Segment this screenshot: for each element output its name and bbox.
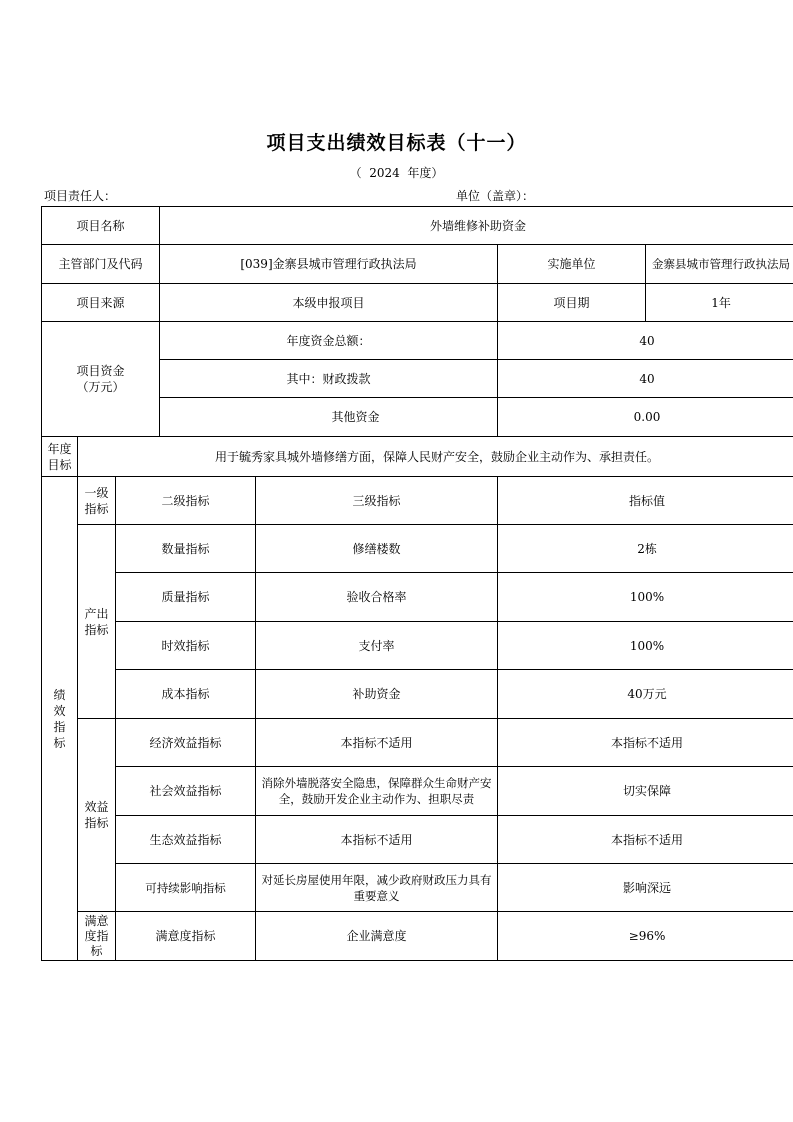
indicators-section-label: 绩 效 指 标	[42, 477, 78, 961]
benefit-level2: 经济效益指标	[116, 719, 256, 767]
output-level2: 质量指标	[116, 573, 256, 622]
benefit-value: 本指标不适用	[498, 816, 793, 864]
annual-goal-text: 用于毓秀家具城外墙修缮方面，保障人民财产安全，鼓励企业主动作为、承担责任。	[78, 437, 793, 477]
dept-value: [039]金寨县城市管理行政执法局	[160, 245, 498, 284]
output-level3: 验收合格率	[256, 573, 498, 622]
output-level2: 数量指标	[116, 525, 256, 573]
output-value: 100%	[498, 622, 793, 670]
funds-label: 项目资金 （万元）	[42, 322, 160, 437]
benefit-level2: 生态效益指标	[116, 816, 256, 864]
output-value: 2栋	[498, 525, 793, 573]
benefit-value: 影响深远	[498, 864, 793, 912]
benefit-level3: 消除外墙脱落安全隐患，保障群众生命财产安全，鼓励开发企业主动作为、担职尽责	[256, 767, 498, 816]
funds-total-label: 年度资金总额：	[160, 322, 498, 360]
output-indicators-label: 产出 指标	[78, 525, 116, 719]
project-name-value: 外墙维修补助资金	[160, 207, 793, 245]
satisfaction-value: ≥96%	[498, 912, 793, 961]
source-value: 本级申报项目	[160, 284, 498, 322]
satisfaction-level3: 企业满意度	[256, 912, 498, 961]
output-value: 40万元	[498, 670, 793, 719]
funds-total-value: 40	[498, 322, 793, 360]
funds-fiscal-value: 40	[498, 360, 793, 398]
project-name-label: 项目名称	[42, 207, 160, 245]
dept-label: 主管部门及代码	[42, 245, 160, 284]
output-level3: 修缮楼数	[256, 525, 498, 573]
output-level2: 成本指标	[116, 670, 256, 719]
output-value: 100%	[498, 573, 793, 622]
satisfaction-level2: 满意度指标	[116, 912, 256, 961]
unit-stamp-label: 单位（盖章）：	[456, 189, 535, 203]
source-label: 项目来源	[42, 284, 160, 322]
owner-label: 项目责任人：	[44, 189, 117, 203]
benefit-level2: 可持续影响指标	[116, 864, 256, 912]
benefit-level3: 本指标不适用	[256, 719, 498, 767]
output-level2: 时效指标	[116, 622, 256, 670]
output-level3: 支付率	[256, 622, 498, 670]
funds-other-value: 0.00	[498, 398, 793, 437]
funds-other-label: 其他资金	[160, 398, 498, 437]
benefit-level2: 社会效益指标	[116, 767, 256, 816]
impl-unit-value: 金寨县城市管理行政执法局	[646, 245, 793, 284]
output-level3: 补助资金	[256, 670, 498, 719]
period-label: 项目期	[498, 284, 646, 322]
period-value: 1年	[646, 284, 793, 322]
benefit-level3: 本指标不适用	[256, 816, 498, 864]
annual-goal-label: 年度 目标	[42, 437, 78, 477]
benefit-value: 本指标不适用	[498, 719, 793, 767]
satisfaction-indicators-label: 满意 度指 标	[78, 912, 116, 961]
performance-table	[41, 206, 793, 961]
page-title: 项目支出绩效目标表（十一）	[266, 132, 527, 154]
level3-header: 三级指标	[256, 477, 498, 525]
funds-fiscal-label: 其中：财政拨款	[160, 360, 498, 398]
benefit-value: 切实保障	[498, 767, 793, 816]
value-header: 指标值	[498, 477, 793, 525]
benefit-level3: 对延长房屋使用年限，减少政府财政压力具有重要意义	[256, 864, 498, 912]
benefit-indicators-label: 效益 指标	[78, 719, 116, 912]
level2-header: 二级指标	[116, 477, 256, 525]
year-line: （ 2024 年度）	[349, 166, 444, 180]
impl-unit-label: 实施单位	[498, 245, 646, 284]
level1-header: 一级 指标	[78, 477, 116, 525]
